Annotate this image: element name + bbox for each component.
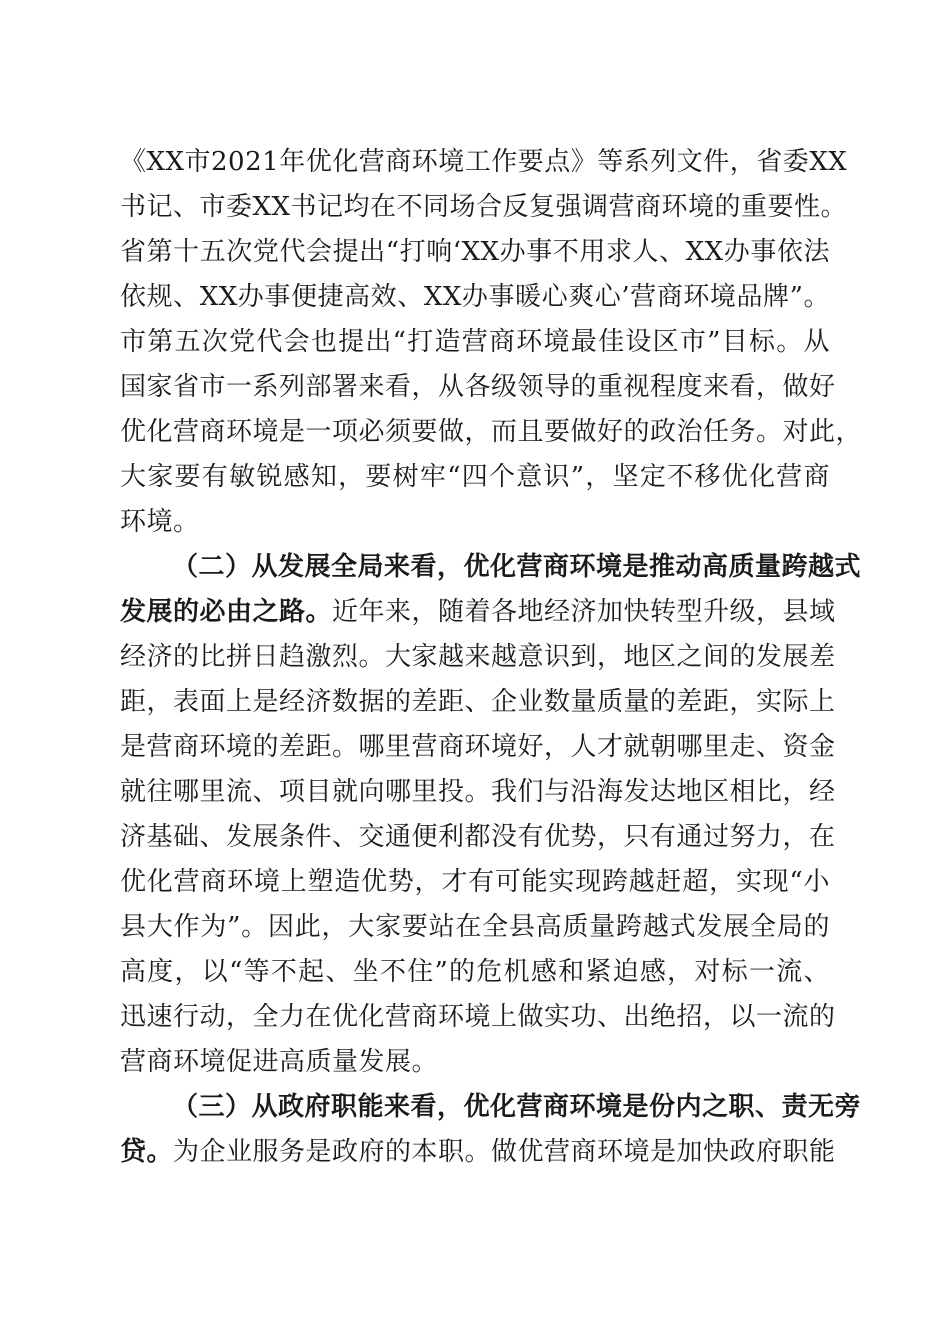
paragraph-2-line-12: 营商环境促进高质量发展。: [120, 1047, 439, 1077]
paragraph-2-line-3: 经济的比拼日趋激烈。大家越来越意识到，地区之间的发展差: [120, 642, 836, 672]
paragraph-1-line-6: 国家省市一系列部署来看，从各级领导的重视程度来看，做好: [120, 372, 836, 402]
paragraph-3-heading: （三）从政府职能来看，优化营商环境是份内之职、责无旁: [172, 1092, 862, 1122]
paragraph-1-line-1: 《XX市2021年优化营商环境工作要点》等系列文件，省委XX: [120, 147, 848, 177]
paragraph-1-line-8: 大家要有敏锐感知，要树牢“四个意识”，坚定不移优化营商: [120, 462, 830, 492]
paragraph-2-heading-end: 发展的必由之路。: [120, 597, 333, 627]
paragraph-1-line-3: 省第十五次党代会提出“打响‘XX办事不用求人、XX办事依法: [120, 237, 830, 267]
paragraph-1-line-7: 优化营商环境是一项必须要做，而且要做好的政治任务。对此，: [120, 417, 863, 447]
paragraph-1-line-2: 书记、市委XX书记均在不同场合反复强调营商环境的重要性。: [120, 192, 848, 222]
paragraph-3-line-2: [120, 1130, 836, 1175]
paragraph-2-line-2: [120, 590, 836, 635]
paragraph-1-line-5: 市第五次党代会也提出“打造营商环境最佳设区市”目标。从: [120, 327, 830, 357]
paragraph-3-line-2-text: 为企业服务是政府的本职。做优营商环境是加快政府职能: [173, 1137, 836, 1167]
paragraph-2-line-8: 优化营商环境上塑造优势，才有可能实现跨越赶超，实现“小: [120, 867, 830, 897]
paragraph-1-line-9: 环境。: [120, 507, 200, 537]
paragraph-2-line-9: 县大作为”。因此，大家要站在全县高质量跨越式发展全局的: [120, 912, 830, 942]
document-page: [120, 140, 863, 1175]
paragraph-2-line-10: 高度，以“等不起、坐不住”的危机感和紧迫感，对标一流、: [120, 957, 830, 987]
paragraph-2-line-7: 济基础、发展条件、交通便利都没有优势，只有通过努力，在: [120, 822, 836, 852]
paragraph-2-line-6: 就往哪里流、项目就向哪里投。我们与沿海发达地区相比，经: [120, 777, 836, 807]
paragraph-2-line-4: 距，表面上是经济数据的差距、企业数量质量的差距，实际上: [120, 687, 836, 717]
paragraph-3-heading-end: 贷。: [120, 1137, 174, 1167]
paragraph-2-line-11: 迅速行动，全力在优化营商环境上做实功、出绝招，以一流的: [120, 1002, 836, 1032]
paragraph-1-line-4: 依规、XX办事便捷高效、XX办事暖心爽心’营商环境品牌”。: [120, 282, 830, 312]
paragraph-2-line-5: 是营商环境的差距。哪里营商环境好，人才就朝哪里走、资金: [120, 732, 836, 762]
paragraph-2-heading: （二）从发展全局来看，优化营商环境是推动高质量跨越式: [172, 552, 862, 582]
paragraph-2-line-2-text: 近年来，随着各地经济加快转型升级，县域: [332, 597, 836, 627]
